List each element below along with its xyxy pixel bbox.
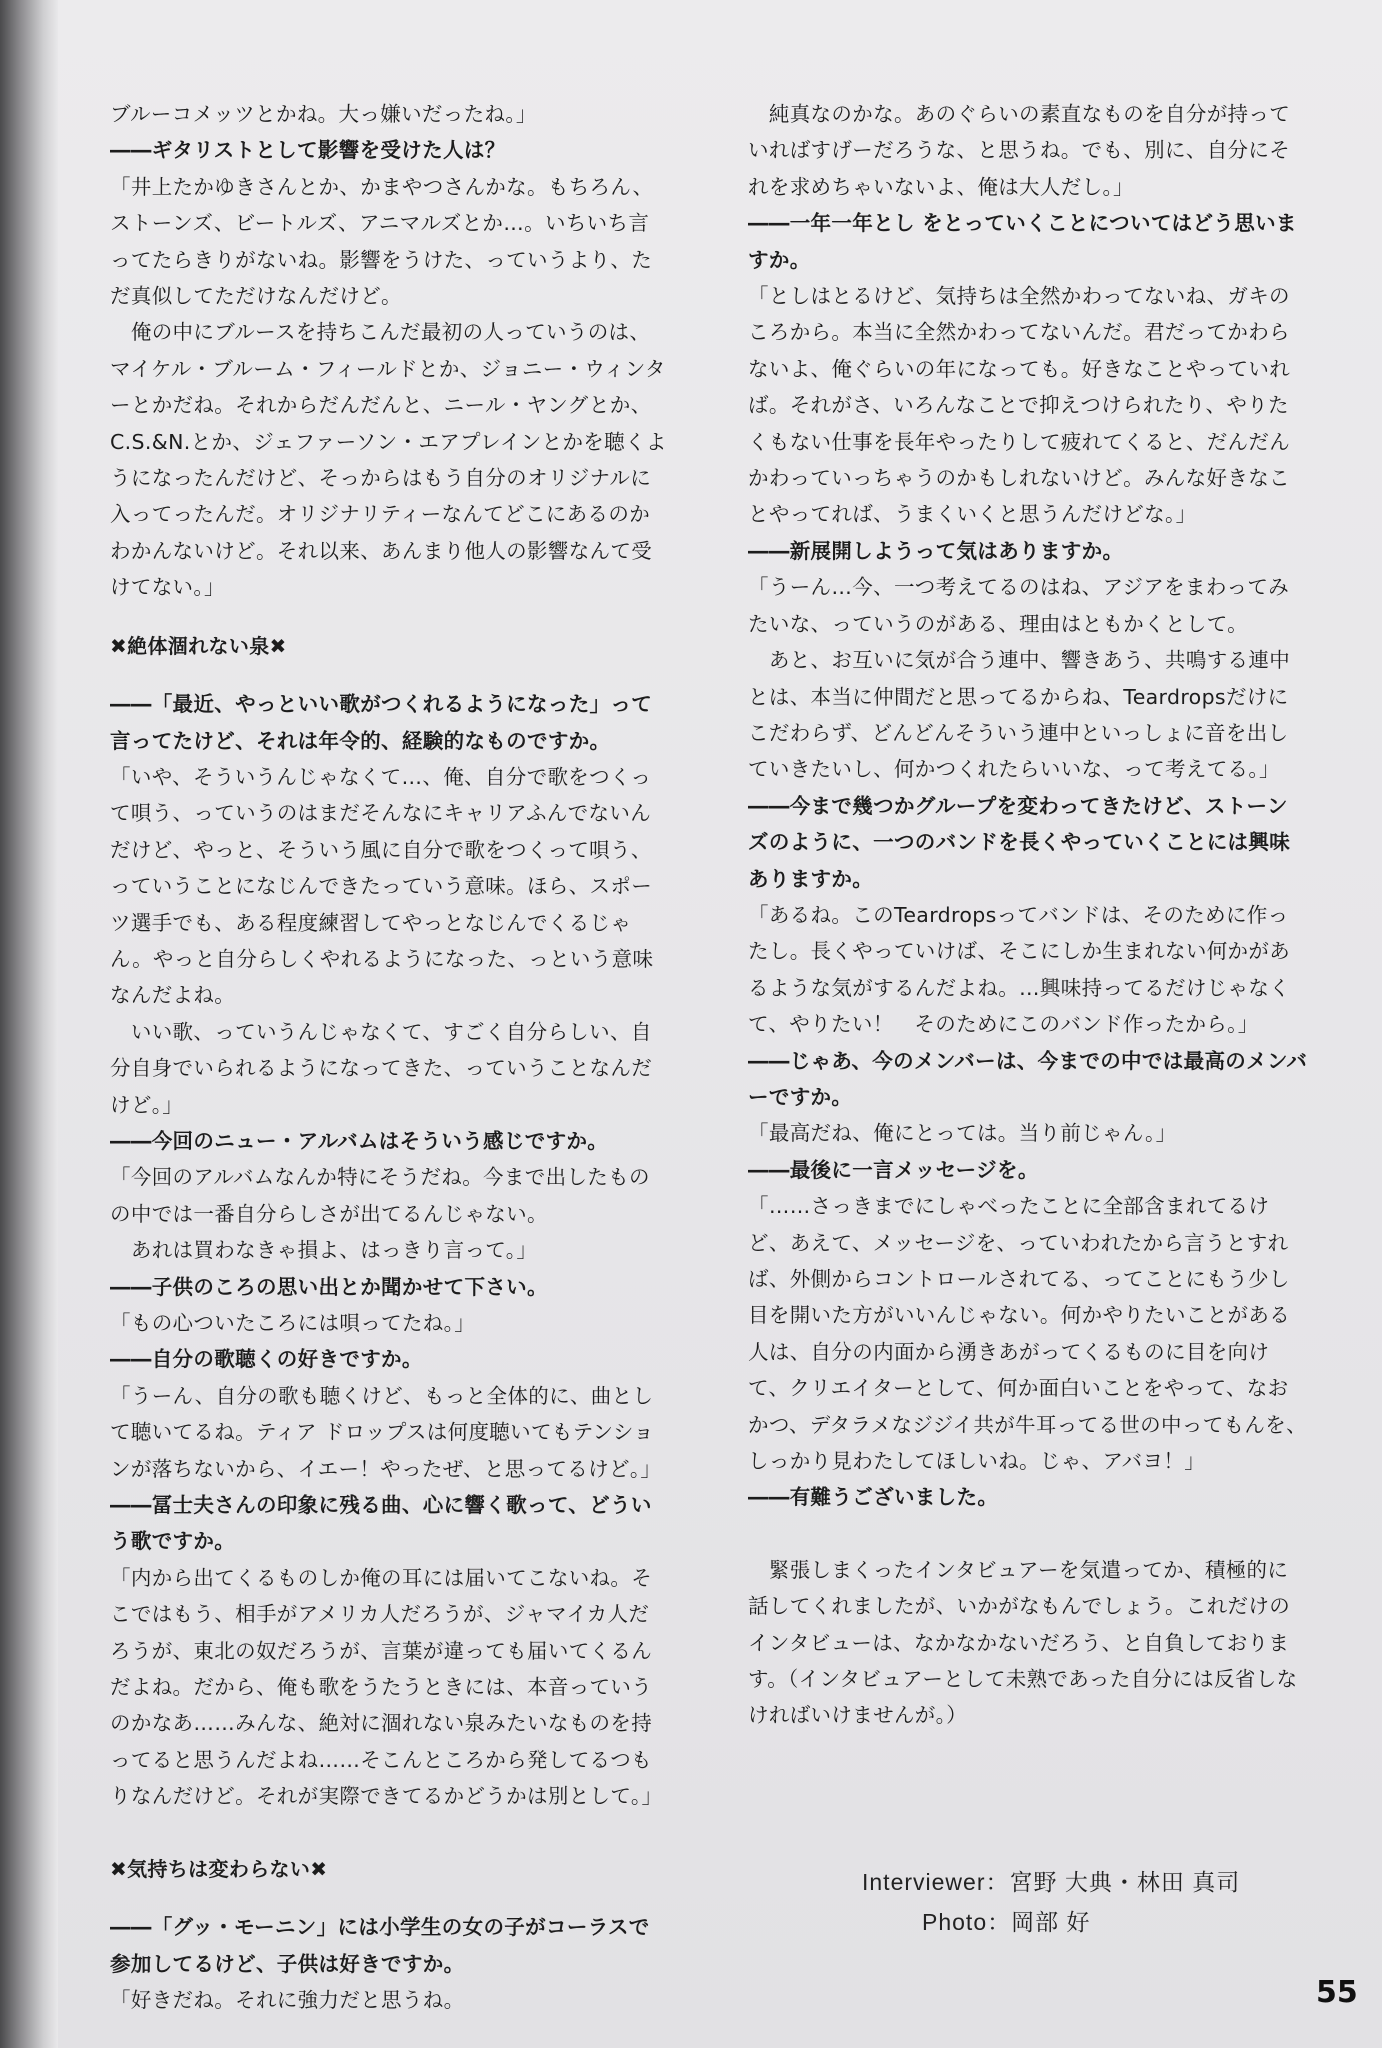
interview-answer: 純真なのかな。あのぐらいの素直なものを自分が持っていればすげーだろうな、と思うね。でも、別に、自分にそれを求めちゃいないよ、俺は大人だし。」	[748, 102, 1291, 199]
page-paper	[58, 0, 1382, 2048]
interview-answer: ブルーコメッツとかね。大っ嫌いだったね。」	[110, 102, 537, 126]
interview-question: ――「グッ・モーニン」には小学生の女の子がコーラスで参加してるけど、子供は好きですか。	[110, 1915, 650, 1976]
interview-question: ――「最近、やっといい歌がつくれるようになった」って言ってたけど、それは年令的、経験的なものですか。	[110, 692, 653, 753]
interview-question: ――一年一年とし をとっていくことについてはどう思いますか。	[748, 211, 1297, 272]
credits	[862, 1862, 1240, 1942]
interview-answer: 「井上たかゆきさんとか、かまやつさんかな。もちろん、ストーンズ、ビートルズ、アニマルズとか…。いちいち言ってたらきりがないね。影響をうけた、っていうより、ただ真似してただけなんだけど。 俺の中にブルースを持ちこんだ最初の人っていうのは、マイケル・ブルーム・フィールドとか、ジョニー・ウィンターとかだね。それからだんだんと、ニール・ヤングとか、C.S.&N.とか、ジェファーソン・エアプレインとかを聴くようになったんだけど、そっからはもう自分のオリジナルに入ってったんだ。オリジナリティーなんてどこにあるのかわかんないけど。それ以来、あんまり他人の影響なんて受けてない。」	[110, 174, 667, 600]
interview-question: ――冨士夫さんの印象に残る曲、心に響く歌って、どういう歌ですか。	[110, 1493, 652, 1554]
interview-answer: 「もの心ついたころには唄ってたね。」	[110, 1311, 476, 1335]
right-column	[748, 96, 1308, 1734]
interview-answer: 「うーん、自分の歌も聴くけど、もっと全体的に、曲として聴いてるね。ティア ドロップスは何度聴いてもテンションが落ちないから、イエー！やったぜ、と思ってるけど。」	[110, 1383, 662, 1481]
interview-answer: 「いや、そういうんじゃなくて…、俺、自分で歌をつくって唄う、っていうのはまだそんなにキャリアふんでないんだけど、やっと、そういう風に自分で歌をつくって唄う、っていうことになじんできたっていう意味。ほら、スポーツ選手でも、ある程度練習してやっとなじんでくるじゃん。やっと自分らしくやれるようになった、っという意味なんだよね。 いい歌、っていうんじゃなくて、すごく自分らしい、自分自身でいられるようになってきた、っていうことなんだけど。」	[110, 764, 654, 1117]
section-heading-1: ✖絶体涸れない泉✖	[110, 633, 287, 658]
interview-answer: 「最高だね、俺にとっては。当り前じゃん。」	[748, 1121, 1177, 1146]
section-heading-2: ✖気持ちは変わらない✖	[110, 1856, 328, 1881]
interview-answer: 「好きだね。それに強力だと思うね。	[110, 1987, 465, 2012]
interview-answer: 「今回のアルバムなんか特にそうだね。今まで出したものの中では一番自分らしさが出てるんじゃない。 あれは買わなきゃ損よ、はっきり言って。」	[110, 1165, 650, 1263]
page-number: 55	[1316, 1975, 1358, 2010]
interview-answer: 「うーん…今、一つ考えてるのはね、アジアをまわってみたいな、っていうのがある、理由はともかくとして。 あと、お互いに気が合う連中、響きあう、共鳴する連中とは、本当に仲間だと思ってるからね、Teardropsだけにこだわらず、どんどんそういう連中といっしょに音を出していきたいし、何かつくれたらいいな、って考えてる。」	[748, 575, 1291, 782]
left-column-block-2	[110, 686, 670, 1815]
interview-question: ――自分の歌聴くの好きですか。	[110, 1347, 423, 1372]
interview-answer: 「内から出てくるものしか俺の耳には届いてこないね。そこではもう、相手がアメリカ人だろうが、ジャマイカ人だろうが、東北の奴だろうが、言葉が違っても届いてくるんだよね。だから、俺も歌をうたうときには、本音っていうのかなあ……みんな、絶対に涸れない泉みたいなものを持ってると思うんだよね……そこんところから発してるつもりなんだけど。それが実際できてるかどうかは別として。」	[110, 1565, 663, 1809]
right-column-block-1	[748, 96, 1308, 1516]
interview-question: ――ギタリストとして影響を受けた人は？	[110, 138, 506, 163]
photo-label: Photo：	[922, 1909, 1012, 1935]
interview-question: ――新展開しようって気はありますか。	[748, 538, 1124, 563]
interview-question: ――最後に一言メッセージを。	[748, 1157, 1039, 1182]
interview-answer: 「……さっきまでにしゃべったことに全部含まれてるけど、あえて、メッセージを、っていわれたから言うとすれば、外側からコントロールされてる、ってことにもう少し目を開いた方がいいんじゃない。何かやりたいことがある人は、自分の内面から湧きあがってくるものに目を向けて、クリエイターとして、何か面白いことをやって、なおかつ、デタラメなジジイ共が牛耳ってる世の中ってもんを、しっかり見わたしてほしいね。じゃ、アバヨ！」	[748, 1194, 1307, 1474]
interview-question: ――今まで幾つかグループを変わってきたけど、ストーンズのように、一つのバンドを長くやっていくことには興味ありますか。	[748, 793, 1291, 891]
left-column	[110, 96, 670, 2018]
interviewer-names: 宮野 大典・林田 真司	[1009, 1869, 1241, 1895]
book-spine-shadow	[0, 0, 58, 2048]
interview-question: ――じゃあ、今のメンバーは、今までの中では最高のメンバーですか。	[748, 1048, 1308, 1109]
left-column-block-3	[110, 1909, 670, 2018]
credit-interviewer	[862, 1862, 1240, 1902]
interview-answer: 「としはとるけど、気持ちは全然かわってないね、ガキのころから。本当に全然かわってないんだ。君だってかわらないよ、俺ぐらいの年になっても。好きなことやっていれば。それがさ、いろんなことで抑えつけられたり、やりたくもない仕事を長年やったりして疲れてくると、だんだんかわっていっちゃうのかもしれないけど。みんな好きなことやってれば、うまくいくと思うんだけどな。」	[748, 284, 1291, 527]
interview-question: ――今回のニュー・アルバムはそういう感じですか。	[110, 1128, 609, 1153]
afterword-paragraph: 緊張しまくったインタビュアーを気遣ってか、積極的に話してくれましたが、いかがなもんでしょう。これだけのインタビューは、なかなかないだろう、と自負しております。（インタビュアーとして未熟であった自分には反省しなければいけませんが。）	[748, 1557, 1298, 1728]
left-column-block-1	[110, 96, 670, 606]
interview-question: ――子供のころの思い出とか聞かせて下さい。	[110, 1274, 548, 1299]
interview-question: ――有難うございました。	[748, 1485, 999, 1510]
interviewer-label: Interviewer：	[862, 1869, 1010, 1895]
interview-answer: 「あるね。このTeardropsってバンドは、そのために作ったし。長くやっていけば、そこにしか生まれない何かがあるような気がするんだよね。…興味持ってるだけじゃなくて、やりたい！ そのためにこのバンド作ったから。」	[748, 902, 1291, 1037]
photo-name: 岡部 好	[1011, 1909, 1091, 1935]
credit-photo	[862, 1902, 1240, 1942]
